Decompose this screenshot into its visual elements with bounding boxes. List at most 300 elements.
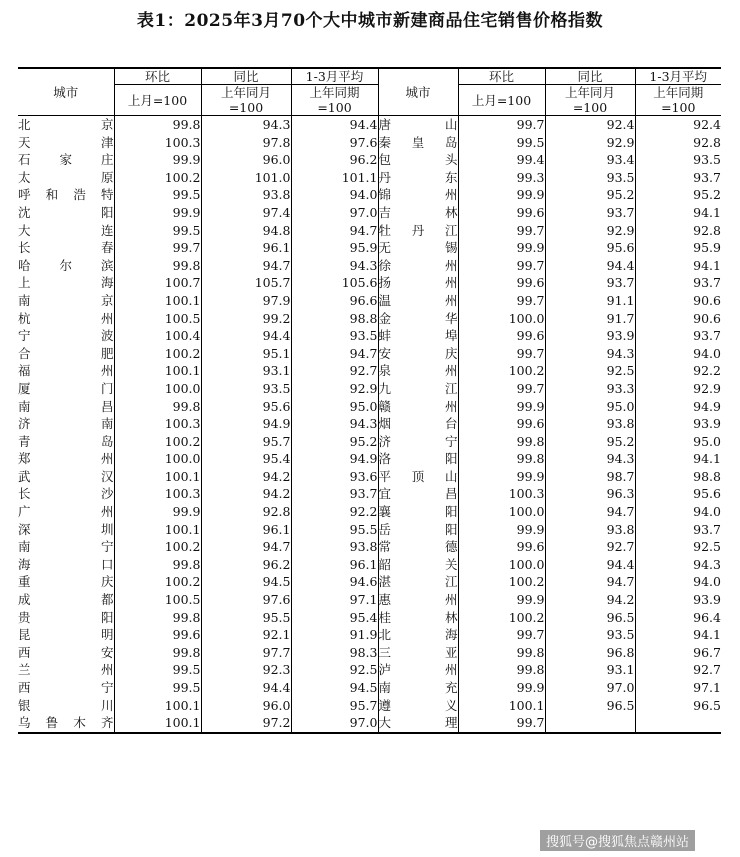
- left-city-cell: 合肥: [18, 345, 114, 361]
- right-avg-cell: 94.9: [635, 398, 721, 416]
- table-row: [18, 697, 721, 715]
- table-row: [18, 380, 721, 398]
- left-city-cell: 海口: [18, 556, 114, 572]
- left-avg-cell: 92.5: [291, 661, 378, 679]
- left-yoy-cell: 97.2: [201, 714, 291, 733]
- left-avg-cell: 93.8: [291, 538, 378, 556]
- table-row: [18, 415, 721, 433]
- left-avg-cell: 93.7: [291, 485, 378, 503]
- right-mom-cell: 99.9: [458, 521, 545, 539]
- left-city-cell: 兰州: [18, 662, 114, 678]
- price-index-table: [18, 67, 721, 734]
- right-mom-cell: 99.6: [458, 327, 545, 345]
- left-mom-cell: 100.1: [114, 362, 201, 380]
- left-mom-cell: 99.8: [114, 116, 201, 134]
- header-mom-left: 环比: [114, 68, 201, 85]
- header-yoy-right: 同比: [545, 68, 635, 85]
- right-mom-cell: 100.3: [458, 485, 545, 503]
- right-yoy-cell: 93.1: [545, 661, 635, 679]
- left-city-cell: 长沙: [18, 486, 114, 502]
- left-yoy-cell: 94.9: [201, 415, 291, 433]
- left-yoy-cell: 94.7: [201, 538, 291, 556]
- left-yoy-cell: 97.6: [201, 591, 291, 609]
- right-city-cell: 大理: [378, 714, 458, 733]
- left-avg-cell: 105.6: [291, 274, 378, 292]
- left-city-cell: 银川: [18, 697, 114, 713]
- right-avg-cell: 96.7: [635, 644, 721, 662]
- left-city-cell: 厦门: [18, 380, 114, 396]
- left-avg-cell: 91.9: [291, 626, 378, 644]
- right-yoy-cell: 93.5: [545, 626, 635, 644]
- right-mom-cell: 99.7: [458, 345, 545, 363]
- left-avg-cell: 95.7: [291, 697, 378, 715]
- left-avg-cell: 94.6: [291, 573, 378, 591]
- right-mom-cell: 99.6: [458, 538, 545, 556]
- right-yoy-cell: 93.8: [545, 521, 635, 539]
- watermark-text: 搜狐号@搜狐焦点赣州站: [540, 830, 695, 851]
- right-city-cell: 烟台: [378, 416, 458, 432]
- right-city-cell: 安庆: [378, 345, 458, 361]
- left-mom-cell: 100.2: [114, 573, 201, 591]
- table-row: [18, 151, 721, 169]
- right-yoy-cell: 98.7: [545, 468, 635, 486]
- left-mom-cell: 99.5: [114, 186, 201, 204]
- table-row: [18, 204, 721, 222]
- right-yoy-cell: 92.7: [545, 538, 635, 556]
- right-yoy-cell: 96.5: [545, 609, 635, 627]
- right-avg-cell: 94.1: [635, 204, 721, 222]
- right-avg-cell: 94.0: [635, 573, 721, 591]
- left-mom-cell: 100.1: [114, 292, 201, 310]
- right-city-cell: 济宁: [378, 433, 458, 449]
- left-yoy-cell: 94.7: [201, 257, 291, 275]
- right-city-cell: 吉林: [378, 204, 458, 220]
- left-mom-cell: 100.0: [114, 380, 201, 398]
- right-yoy-cell: 91.7: [545, 310, 635, 328]
- right-avg-cell: 94.0: [635, 503, 721, 521]
- right-yoy-cell: 95.6: [545, 239, 635, 257]
- left-mom-cell: 99.8: [114, 609, 201, 627]
- left-yoy-cell: 94.3: [201, 116, 291, 134]
- right-avg-cell: 92.9: [635, 380, 721, 398]
- left-avg-cell: 97.0: [291, 714, 378, 733]
- right-avg-cell: 97.1: [635, 679, 721, 697]
- left-mom-cell: 99.5: [114, 661, 201, 679]
- right-avg-cell: 93.9: [635, 591, 721, 609]
- right-mom-cell: 99.6: [458, 204, 545, 222]
- left-yoy-cell: 93.1: [201, 362, 291, 380]
- right-yoy-cell: 96.8: [545, 644, 635, 662]
- left-yoy-cell: 97.9: [201, 292, 291, 310]
- right-city-cell: 温州: [378, 292, 458, 308]
- left-mom-cell: 99.9: [114, 151, 201, 169]
- left-city-cell: 石家庄: [18, 152, 114, 168]
- right-city-cell: 遵义: [378, 697, 458, 713]
- left-mom-cell: 100.3: [114, 134, 201, 152]
- left-city-cell: 西宁: [18, 680, 114, 695]
- left-yoy-cell: 97.8: [201, 134, 291, 152]
- right-yoy-cell: 95.2: [545, 433, 635, 451]
- right-yoy-cell: 94.4: [545, 257, 635, 275]
- right-city-cell: 蚌埠: [378, 328, 458, 344]
- right-city-cell: 泸州: [378, 662, 458, 678]
- right-mom-cell: 99.7: [458, 626, 545, 644]
- right-avg-cell: 94.1: [635, 257, 721, 275]
- table-row: [18, 503, 721, 521]
- right-avg-cell: 95.0: [635, 433, 721, 451]
- right-city-cell: 唐山: [378, 117, 458, 132]
- left-mom-cell: 99.8: [114, 398, 201, 416]
- left-mom-cell: 100.0: [114, 450, 201, 468]
- left-avg-cell: 92.7: [291, 362, 378, 380]
- right-mom-cell: 100.0: [458, 503, 545, 521]
- right-mom-cell: 100.0: [458, 556, 545, 574]
- table-row: [18, 609, 721, 627]
- header-yoy-base-left: 上年同月 =100: [201, 85, 291, 116]
- right-mom-cell: 100.2: [458, 609, 545, 627]
- page-title: 表1：2025年3月70个大中城市新建商品住宅销售价格指数: [136, 11, 604, 31]
- right-avg-cell: 96.4: [635, 609, 721, 627]
- left-avg-cell: 98.3: [291, 644, 378, 662]
- table-row: [18, 591, 721, 609]
- left-city-cell: 南昌: [18, 398, 114, 414]
- left-city-cell: 武汉: [18, 468, 114, 484]
- right-mom-cell: 99.8: [458, 644, 545, 662]
- left-avg-cell: 92.9: [291, 380, 378, 398]
- right-avg-cell: 95.9: [635, 239, 721, 257]
- right-avg-cell: 92.7: [635, 661, 721, 679]
- left-city-cell: 昆明: [18, 627, 114, 643]
- left-mom-cell: 100.4: [114, 327, 201, 345]
- left-mom-cell: 100.7: [114, 274, 201, 292]
- left-city-cell: 成都: [18, 592, 114, 608]
- left-yoy-cell: 101.0: [201, 169, 291, 187]
- table-row: [18, 274, 721, 292]
- right-avg-cell: 96.5: [635, 697, 721, 715]
- left-avg-cell: 94.0: [291, 186, 378, 204]
- left-avg-cell: 95.0: [291, 398, 378, 416]
- right-mom-cell: 99.7: [458, 714, 545, 733]
- left-city-cell: 北京: [18, 117, 114, 132]
- right-yoy-cell: 93.3: [545, 380, 635, 398]
- header-mom-base-right: 上月=100: [458, 85, 545, 116]
- right-avg-cell: 92.8: [635, 134, 721, 152]
- left-mom-cell: 99.8: [114, 644, 201, 662]
- right-city-cell: 湛江: [378, 574, 458, 590]
- right-city-cell: 丹东: [378, 169, 458, 185]
- right-city-cell: 常德: [378, 539, 458, 555]
- left-yoy-cell: 105.7: [201, 274, 291, 292]
- right-avg-cell: 94.0: [635, 345, 721, 363]
- left-mom-cell: 100.1: [114, 714, 201, 733]
- right-avg-cell: 92.8: [635, 222, 721, 240]
- header-city-left: 城市: [18, 68, 114, 116]
- right-yoy-cell: 97.0: [545, 679, 635, 697]
- left-city-cell: 南宁: [18, 539, 114, 555]
- left-yoy-cell: 97.7: [201, 644, 291, 662]
- left-mom-cell: 100.2: [114, 433, 201, 451]
- table-row: [18, 398, 721, 416]
- right-mom-cell: 99.6: [458, 415, 545, 433]
- table-row: [18, 468, 721, 486]
- left-avg-cell: 95.2: [291, 433, 378, 451]
- right-city-cell: 泉州: [378, 363, 458, 379]
- right-mom-cell: 99.9: [458, 591, 545, 609]
- header-avg-right: 1-3月平均: [635, 68, 721, 85]
- left-mom-cell: 100.5: [114, 310, 201, 328]
- left-avg-cell: 94.3: [291, 257, 378, 275]
- right-avg-cell: 92.4: [635, 116, 721, 134]
- left-city-cell: 青岛: [18, 433, 114, 449]
- header-avg-base-left: 上年同期 =100: [291, 85, 378, 116]
- right-mom-cell: 99.3: [458, 169, 545, 187]
- left-city-cell: 贵阳: [18, 609, 114, 625]
- left-avg-cell: 93.5: [291, 327, 378, 345]
- right-yoy-cell: 93.7: [545, 274, 635, 292]
- right-mom-cell: 99.6: [458, 274, 545, 292]
- left-yoy-cell: 94.5: [201, 573, 291, 591]
- left-mom-cell: 100.1: [114, 521, 201, 539]
- left-yoy-cell: 92.3: [201, 661, 291, 679]
- right-city-cell: 宜昌: [378, 486, 458, 502]
- right-city-cell: 扬州: [378, 275, 458, 291]
- right-yoy-cell: 95.0: [545, 398, 635, 416]
- right-yoy-cell: 93.7: [545, 204, 635, 222]
- left-avg-cell: 97.1: [291, 591, 378, 609]
- right-yoy-cell: 93.8: [545, 415, 635, 433]
- left-avg-cell: 101.1: [291, 169, 378, 187]
- right-yoy-cell: 96.3: [545, 485, 635, 503]
- left-mom-cell: 99.8: [114, 257, 201, 275]
- right-mom-cell: 99.8: [458, 450, 545, 468]
- left-city-cell: 西安: [18, 644, 114, 660]
- left-yoy-cell: 93.5: [201, 380, 291, 398]
- table-row: [18, 222, 721, 240]
- right-mom-cell: 99.9: [458, 239, 545, 257]
- table-row: [18, 714, 721, 733]
- right-avg-cell: 93.7: [635, 169, 721, 187]
- table-row: [18, 239, 721, 257]
- left-yoy-cell: 95.4: [201, 450, 291, 468]
- left-city-cell: 上海: [18, 275, 114, 291]
- right-city-cell: 赣州: [378, 398, 458, 414]
- left-mom-cell: 99.7: [114, 239, 201, 257]
- left-yoy-cell: 96.0: [201, 151, 291, 169]
- left-avg-cell: 94.3: [291, 415, 378, 433]
- right-mom-cell: 100.2: [458, 362, 545, 380]
- right-yoy-cell: 96.5: [545, 697, 635, 715]
- right-mom-cell: 99.9: [458, 679, 545, 697]
- right-avg-cell: 90.6: [635, 292, 721, 310]
- left-yoy-cell: 96.2: [201, 556, 291, 574]
- right-mom-cell: 99.7: [458, 380, 545, 398]
- table-row: [18, 573, 721, 591]
- right-mom-cell: 100.2: [458, 573, 545, 591]
- left-avg-cell: 94.9: [291, 450, 378, 468]
- left-city-cell: 郑州: [18, 451, 114, 467]
- right-city-cell: 牡丹江: [378, 222, 458, 238]
- table-row: [18, 116, 721, 134]
- table-row: [18, 310, 721, 328]
- table-row: [18, 433, 721, 451]
- right-mom-cell: 99.7: [458, 292, 545, 310]
- right-avg-cell: 90.6: [635, 310, 721, 328]
- table-row: [18, 626, 721, 644]
- right-yoy-cell: 94.4: [545, 556, 635, 574]
- right-mom-cell: 99.5: [458, 134, 545, 152]
- left-avg-cell: 94.5: [291, 679, 378, 697]
- left-city-cell: 呼和浩特: [18, 187, 114, 203]
- left-yoy-cell: 95.5: [201, 609, 291, 627]
- right-mom-cell: 99.7: [458, 222, 545, 240]
- table-row: [18, 134, 721, 152]
- left-avg-cell: 96.2: [291, 151, 378, 169]
- right-avg-cell: 98.8: [635, 468, 721, 486]
- left-yoy-cell: 95.7: [201, 433, 291, 451]
- right-city-cell: 包头: [378, 152, 458, 168]
- right-yoy-cell: 94.3: [545, 450, 635, 468]
- right-yoy-cell: 94.3: [545, 345, 635, 363]
- left-mom-cell: 100.3: [114, 415, 201, 433]
- left-yoy-cell: 96.0: [201, 697, 291, 715]
- right-city-cell: 徐州: [378, 257, 458, 273]
- left-avg-cell: 93.6: [291, 468, 378, 486]
- left-avg-cell: 94.7: [291, 222, 378, 240]
- left-yoy-cell: 95.6: [201, 398, 291, 416]
- right-avg-cell: 93.7: [635, 521, 721, 539]
- left-mom-cell: 100.5: [114, 591, 201, 609]
- left-avg-cell: 96.1: [291, 556, 378, 574]
- right-city-cell: 惠州: [378, 592, 458, 608]
- right-yoy-cell: 92.4: [545, 116, 635, 134]
- right-mom-cell: 99.7: [458, 257, 545, 275]
- right-mom-cell: 99.4: [458, 151, 545, 169]
- left-city-cell: 太原: [18, 169, 114, 185]
- right-city-cell: 桂林: [378, 609, 458, 625]
- left-city-cell: 沈阳: [18, 204, 114, 220]
- left-city-cell: 哈尔滨: [18, 257, 114, 273]
- left-city-cell: 宁波: [18, 328, 114, 344]
- table-row: [18, 362, 721, 380]
- table-row: [18, 556, 721, 574]
- left-mom-cell: 100.3: [114, 485, 201, 503]
- right-avg-cell: [635, 714, 721, 733]
- left-mom-cell: 99.8: [114, 556, 201, 574]
- left-city-cell: 重庆: [18, 574, 114, 590]
- left-yoy-cell: 93.8: [201, 186, 291, 204]
- table-row: [18, 292, 721, 310]
- table-row: [18, 679, 721, 697]
- right-mom-cell: 100.0: [458, 310, 545, 328]
- left-city-cell: 长春: [18, 240, 114, 256]
- table-row: [18, 661, 721, 679]
- table-row: [18, 521, 721, 539]
- header-yoy-left: 同比: [201, 68, 291, 85]
- right-city-cell: 南充: [378, 680, 458, 695]
- right-mom-cell: 99.8: [458, 433, 545, 451]
- left-avg-cell: 95.5: [291, 521, 378, 539]
- right-avg-cell: 93.9: [635, 415, 721, 433]
- left-city-cell: 福州: [18, 363, 114, 379]
- header-yoy-base-right: 上年同月 =100: [545, 85, 635, 116]
- left-mom-cell: 100.1: [114, 697, 201, 715]
- left-yoy-cell: 97.4: [201, 204, 291, 222]
- left-yoy-cell: 94.2: [201, 485, 291, 503]
- table-row: [18, 538, 721, 556]
- right-mom-cell: 99.9: [458, 186, 545, 204]
- right-avg-cell: 94.1: [635, 626, 721, 644]
- header-mom-right: 环比: [458, 68, 545, 85]
- right-city-cell: 锦州: [378, 187, 458, 203]
- right-yoy-cell: 95.2: [545, 186, 635, 204]
- right-city-cell: 北海: [378, 627, 458, 643]
- right-mom-cell: 99.7: [458, 116, 545, 134]
- right-city-cell: 韶关: [378, 556, 458, 572]
- header-city-right: 城市: [378, 68, 458, 116]
- right-city-cell: 金华: [378, 310, 458, 326]
- left-city-cell: 乌鲁木齐: [18, 714, 114, 733]
- right-yoy-cell: [545, 714, 635, 733]
- left-mom-cell: 100.1: [114, 468, 201, 486]
- left-mom-cell: 99.6: [114, 626, 201, 644]
- left-mom-cell: 100.2: [114, 538, 201, 556]
- right-mom-cell: 99.9: [458, 468, 545, 486]
- right-city-cell: 秦皇岛: [378, 134, 458, 150]
- right-city-cell: 无锡: [378, 240, 458, 256]
- right-city-cell: 洛阳: [378, 451, 458, 467]
- left-avg-cell: 92.2: [291, 503, 378, 521]
- left-city-cell: 天津: [18, 134, 114, 150]
- left-avg-cell: 94.4: [291, 116, 378, 134]
- header-mom-base-left: 上月=100: [114, 85, 201, 116]
- left-avg-cell: 98.8: [291, 310, 378, 328]
- right-avg-cell: 93.7: [635, 327, 721, 345]
- left-mom-cell: 99.9: [114, 503, 201, 521]
- left-yoy-cell: 96.1: [201, 239, 291, 257]
- left-yoy-cell: 95.1: [201, 345, 291, 363]
- left-mom-cell: 99.5: [114, 679, 201, 697]
- left-avg-cell: 95.9: [291, 239, 378, 257]
- right-avg-cell: 93.7: [635, 274, 721, 292]
- left-mom-cell: 99.9: [114, 204, 201, 222]
- left-yoy-cell: 99.2: [201, 310, 291, 328]
- right-avg-cell: 92.5: [635, 538, 721, 556]
- right-city-cell: 岳阳: [378, 521, 458, 537]
- right-yoy-cell: 94.2: [545, 591, 635, 609]
- left-mom-cell: 100.2: [114, 169, 201, 187]
- left-mom-cell: 99.5: [114, 222, 201, 240]
- left-yoy-cell: 94.4: [201, 679, 291, 697]
- right-city-cell: 平顶山: [378, 468, 458, 484]
- right-avg-cell: 95.2: [635, 186, 721, 204]
- table-row: [18, 450, 721, 468]
- left-yoy-cell: 94.8: [201, 222, 291, 240]
- right-city-cell: 九江: [378, 380, 458, 396]
- right-yoy-cell: 91.1: [545, 292, 635, 310]
- right-yoy-cell: 92.5: [545, 362, 635, 380]
- right-yoy-cell: 93.9: [545, 327, 635, 345]
- header-avg-base-right: 上年同期 =100: [635, 85, 721, 116]
- left-yoy-cell: 96.1: [201, 521, 291, 539]
- table-row: [18, 257, 721, 275]
- right-mom-cell: 99.9: [458, 398, 545, 416]
- left-mom-cell: 100.2: [114, 345, 201, 363]
- right-city-cell: 三亚: [378, 644, 458, 660]
- right-yoy-cell: 93.5: [545, 169, 635, 187]
- right-yoy-cell: 94.7: [545, 503, 635, 521]
- table-row: [18, 327, 721, 345]
- left-city-cell: 大连: [18, 222, 114, 238]
